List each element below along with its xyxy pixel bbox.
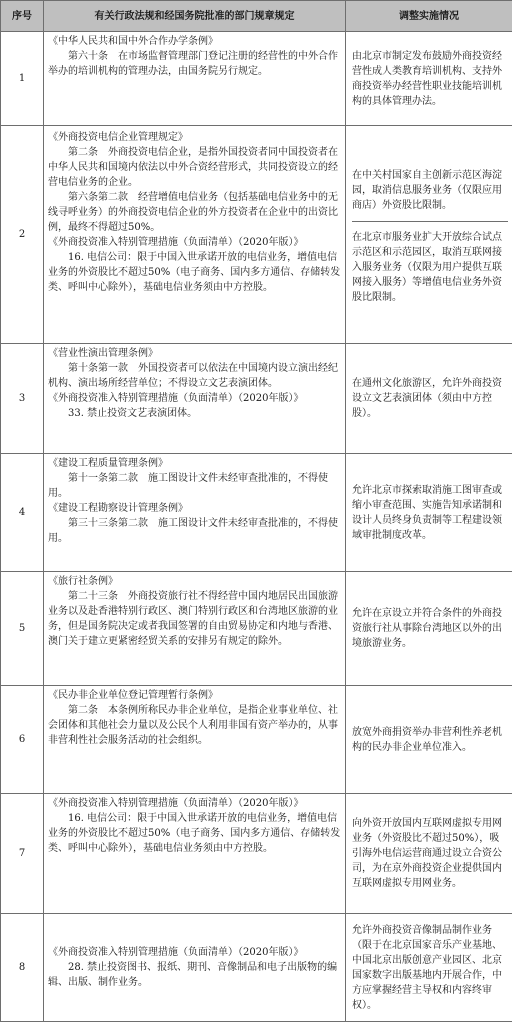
regulation-cell bbox=[44, 914, 346, 1022]
row-number: 7 bbox=[1, 794, 44, 914]
regulation-cell bbox=[44, 454, 346, 572]
regulation-title: 《建设工程质量管理条例》 bbox=[48, 458, 168, 469]
adjustment-block bbox=[352, 221, 508, 305]
adjustment-cell bbox=[346, 454, 512, 572]
regulation-cell bbox=[44, 344, 346, 454]
regulation-clause: 第二条 本条例所称民办非企业单位，是指企业事业单位、社会团体和其他社会力量以及公民个人利用非国有资产举办的，从事非营利性社会服务活动的社会组织。 bbox=[48, 705, 338, 746]
table-row bbox=[1, 126, 512, 344]
adjustment-text: 允许外商投资音像制品制作业务（限于在北京国家音乐产业基地、中国北京出版创意产业园区、北京国家数字出版基地内开展合作，中方应掌握经营主导权和内容终审权）。 bbox=[352, 924, 502, 1011]
adjustment-text: 允许在京设立并符合条件的外商投资旅行社从事除台湾地区以外的出境旅游业务。 bbox=[352, 608, 502, 649]
regulation-clause: 第十一条第二款 施工图设计文件未经审查批准的，不得使用。 bbox=[48, 473, 328, 499]
row-number: 3 bbox=[1, 344, 44, 454]
regulation-title: 《外商投资准入特别管理措施（负面清单）（2020年版）》 bbox=[48, 237, 304, 248]
regulation-title: 《旅行社条例》 bbox=[48, 576, 118, 587]
adjustment-text: 放宽外商捐资举办非营利性养老机构的民办非企业单位准入。 bbox=[352, 726, 502, 753]
table-row bbox=[1, 914, 512, 1022]
regulation-title: 《外商投资准入特别管理措施（负面清单）（2020年版）》 bbox=[48, 798, 304, 809]
regulation-clause: 28. 禁止投资图书、报纸、期刊、音像制品和电子出版物的编辑、出版、制作业务。 bbox=[48, 962, 338, 988]
regulation-clause: 第十条第一款 外国投资者可以依法在中国境内设立演出经纪机构、演出场所经营单位；不得设立文艺表演团体。 bbox=[48, 363, 338, 389]
regulation-cell bbox=[44, 126, 346, 344]
adjustment-text: 在中关村国家自主创新示范区海淀园，取消信息服务业务（仅限应用商店）外资股比限制。 bbox=[352, 170, 502, 211]
adjustment-cell bbox=[346, 572, 512, 686]
table-header-row bbox=[1, 1, 512, 32]
row-number: 8 bbox=[1, 914, 44, 1022]
row-number: 1 bbox=[1, 32, 44, 126]
row-number: 6 bbox=[1, 686, 44, 794]
regulation-title: 《建设工程勘察设计管理条例》 bbox=[48, 503, 188, 514]
regulation-title: 《中华人民共和国中外合作办学条例》 bbox=[48, 36, 218, 47]
table-row bbox=[1, 686, 512, 794]
adjustment-text: 向外资开放国内互联网虚拟专用网业务（外资股比不超过50%），吸引海外电信运营商通过设立合资公司，为在京外商投资企业提供国内互联网虚拟专用网业务。 bbox=[352, 818, 502, 889]
regulation-clause: 第二十三条 外商投资旅行社不得经营中国内地居民出国旅游业务以及赴香港特别行政区、澳门特别行政区和台湾地区旅游的业务，但是国务院决定或者我国签署的自由贸易协定和内地与香港、澳门关于建立更紧密经贸关系的安排另有规定的除外。 bbox=[48, 591, 338, 647]
adjustment-cell bbox=[346, 914, 512, 1022]
regulation-cell bbox=[44, 686, 346, 794]
row-number: 4 bbox=[1, 454, 44, 572]
table-row bbox=[1, 454, 512, 572]
adjustment-text: 在通州文化旅游区，允许外商投资设立文艺表演团体（须由中方控股）。 bbox=[352, 378, 502, 419]
row-number: 2 bbox=[1, 126, 44, 344]
row-number: 5 bbox=[1, 572, 44, 686]
header-adjustment: 调整实施情况 bbox=[346, 1, 512, 32]
regulation-clause: 16. 电信公司：限于中国入世承诺开放的电信业务，增值电信业务的外资股比不超过50%（电子商务、国内多方通信、存储转发类、呼叫中心除外），基础电信业务须由中方控股。 bbox=[48, 252, 341, 293]
table-row bbox=[1, 32, 512, 126]
regulation-clause: 33. 禁止投资文艺表演团体。 bbox=[68, 408, 198, 419]
adjustment-cell bbox=[346, 126, 512, 344]
adjustment-text: 由北京市制定发布鼓励外商投资经营性成人类教育培训机构、支持外商投资举办经营性职业技能培训机构的具体管理办法。 bbox=[352, 50, 502, 107]
regulation-cell bbox=[44, 572, 346, 686]
adjustment-cell bbox=[346, 686, 512, 794]
regulation-clause: 第六十条 在市场监督管理部门登记注册的经营性的中外合作举办的培训机构的管理办法，由国务院另行规定。 bbox=[48, 51, 338, 77]
regulation-title: 《外商投资准入特别管理措施（负面清单）（2020年版）》 bbox=[48, 393, 304, 404]
regulation-title: 《民办非企业单位登记管理暂行条例》 bbox=[48, 690, 218, 701]
adjustment-cell bbox=[346, 344, 512, 454]
regulation-clause: 第二条 外商投资电信企业，是指外国投资者同中国投资者在中华人民共和国境内依法以中外合资经营形式，共同投资设立的经营电信业务的企业。 bbox=[48, 147, 338, 188]
table-row bbox=[1, 572, 512, 686]
adjustment-text: 在北京市服务业扩大开放综合试点示范区和示范园区，取消互联网接入服务业务（仅限为用户提供互联网接入服务）等增值电信业务外资股比限制。 bbox=[352, 232, 502, 303]
regulation-clause: 第六条第二款 经营增值电信业务（包括基础电信业务中的无线寻呼业务）的外商投资电信企业的外方投资者在企业中的出资比例，最终不得超过50%。 bbox=[48, 192, 338, 233]
header-number: 序号 bbox=[1, 1, 44, 32]
table-row bbox=[1, 344, 512, 454]
regulation-cell bbox=[44, 32, 346, 126]
adjustment-cell bbox=[346, 794, 512, 914]
regulation-title: 《外商投资电信企业管理规定》 bbox=[48, 132, 188, 143]
adjustment-cell bbox=[346, 32, 512, 126]
regulation-title: 《营业性演出管理条例》 bbox=[48, 348, 158, 359]
table-row bbox=[1, 794, 512, 914]
adjustment-text: 允许北京市探索取消施工图审查或缩小审查范围、实施告知承诺制和设计人员终身负责制等工程建设领域审批制度改革。 bbox=[352, 484, 502, 541]
regulation-clause: 第三十三条第二款 施工图设计文件未经审查批准的，不得使用。 bbox=[48, 518, 338, 544]
adjustment-block bbox=[352, 164, 508, 213]
regulation-title: 《外商投资准入特别管理措施（负面清单）（2020年版）》 bbox=[48, 947, 304, 958]
regulation-cell bbox=[44, 794, 346, 914]
regulation-clause: 16. 电信公司：限于中国入世承诺开放的电信业务，增值电信业务的外资股比不超过50%（电子商务、国内多方通信、存储转发类、呼叫中心除外），基础电信业务须由中方控股。 bbox=[48, 813, 341, 854]
header-regulation: 有关行政法规和经国务院批准的部门规章规定 bbox=[44, 1, 346, 32]
